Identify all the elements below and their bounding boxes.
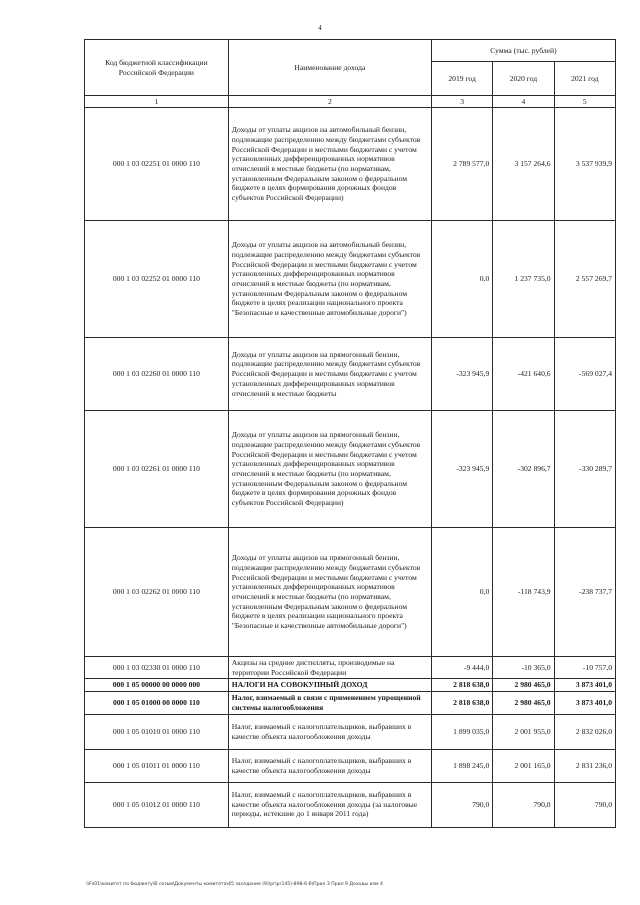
table-row [85, 749, 616, 782]
table-row [85, 528, 616, 657]
table-row [85, 782, 616, 827]
budget-code-cell: 000 1 03 02330 01 0000 110 [85, 657, 229, 679]
table-row [85, 657, 616, 679]
header-sum: Сумма (тыс. рублей) [431, 40, 615, 62]
table-row [85, 108, 616, 221]
header-code: Код бюджетной классификации Российской Федерации [85, 40, 229, 96]
amount-2020-cell: -118 743,9 [493, 528, 554, 657]
amount-2020-cell: -302 896,7 [493, 411, 554, 528]
column-numbers-row [85, 96, 616, 108]
amount-2020-cell: -421 640,6 [493, 338, 554, 411]
col-number: 1 [85, 96, 229, 108]
amount-2019-cell: 790,0 [431, 782, 492, 827]
revenue-name-cell: Доходы от уплаты акцизов на автомобильный бензин, подлежащие распределению между бюджетами субъектов Российской Федерации и местными бюджетами с учетом установленных дифференцированных нормативов отчислений в местные бюджеты (по нормативам, установленным Федеральным законом о федеральном бюджете в целях реализации национального проекта "Безопасные и качественные автомобильные дороги") [228, 221, 431, 338]
amount-2020-cell: 2 001 165,0 [493, 749, 554, 782]
amount-2020-cell: 2 980 465,0 [493, 679, 554, 692]
budget-code-cell: 000 1 05 01011 01 0000 110 [85, 749, 229, 782]
amount-2020-cell: 2 980 465,0 [493, 692, 554, 714]
amount-2020-cell: 790,0 [493, 782, 554, 827]
header-year-2020: 2020 год [493, 62, 554, 96]
amount-2021-cell: -330 289,7 [554, 411, 615, 528]
amount-2021-cell: 3 873 401,0 [554, 692, 615, 714]
amount-2020-cell: 1 237 735,0 [493, 221, 554, 338]
budget-code-cell: 000 1 03 02252 01 0000 110 [85, 221, 229, 338]
col-number: 5 [554, 96, 615, 108]
table-row [85, 714, 616, 749]
amount-2021-cell: 2 557 269,7 [554, 221, 615, 338]
revenue-name-cell: Доходы от уплаты акцизов на автомобильный бензин, подлежащие распределению между бюджетами субъектов Российской Федерации и местными бюджетами с учетом установленных дифференцированных нормативов отчислений в местные бюджеты (по нормативам, установленным Федеральным законом о федеральном бюджете в целях формирования дорожных фондов субъектов Российской Федерации) [228, 108, 431, 221]
revenue-name-cell: Налог, взимаемый с налогоплательщиков, выбравших в качестве объекта налогообложения доходы (за налоговые периоды, истекшие до 1 января 2011 года) [228, 782, 431, 827]
amount-2019-cell: -323 945,9 [431, 411, 492, 528]
amount-2020-cell: 3 157 264,6 [493, 108, 554, 221]
col-number: 4 [493, 96, 554, 108]
amount-2021-cell: 790,0 [554, 782, 615, 827]
budget-code-cell: 000 1 03 02261 01 0000 110 [85, 411, 229, 528]
amount-2021-cell: -569 027,4 [554, 338, 615, 411]
revenue-table [84, 39, 616, 828]
amount-2019-cell: 2 789 577,0 [431, 108, 492, 221]
table-row [85, 411, 616, 528]
amount-2019-cell: 0,0 [431, 221, 492, 338]
revenue-name-cell: Доходы от уплаты акцизов на прямогонный бензин, подлежащие распределению между бюджетами субъектов Российской Федерации и местными бюджетами с учетом установленных дифференцированных нормативов отчислений в местные бюджеты (по нормативам, установленным Федеральным законом о федеральном бюджете в целях реализации национального проекта "Безопасные и качественные автомобильные дороги") [228, 528, 431, 657]
budget-code-cell: 000 1 03 02260 01 0000 110 [85, 338, 229, 411]
header-name: Наименование дохода [228, 40, 431, 96]
amount-2021-cell: 2 832 026,0 [554, 714, 615, 749]
amount-2019-cell: 2 818 638,0 [431, 692, 492, 714]
header-year-2021: 2021 год [554, 62, 615, 96]
amount-2019-cell: 1 898 245,0 [431, 749, 492, 782]
amount-2021-cell: 3 537 939,9 [554, 108, 615, 221]
amount-2021-cell: 3 873 401,0 [554, 679, 615, 692]
revenue-name-cell: НАЛОГИ НА СОВОКУПНЫЙ ДОХОД [228, 679, 431, 692]
table-row [85, 221, 616, 338]
budget-code-cell: 000 1 03 02251 01 0000 110 [85, 108, 229, 221]
revenue-name-cell: Доходы от уплаты акцизов на прямогонный бензин, подлежащие распределению между бюджетами субъектов Российской Федерации и местными бюджетами с учетом установленных дифференцированных нормативов отчислений в местные бюджеты [228, 338, 431, 411]
amount-2021-cell: -238 737,7 [554, 528, 615, 657]
col-number: 3 [431, 96, 492, 108]
budget-code-cell: 000 1 05 01000 00 0000 110 [85, 692, 229, 714]
amount-2019-cell: 0,0 [431, 528, 492, 657]
amount-2019-cell: 1 899 035,0 [431, 714, 492, 749]
revenue-name-cell: Налог, взимаемый с налогоплательщиков, выбравших в качестве объекта налогообложения доходы [228, 714, 431, 749]
table-row [85, 692, 616, 714]
amount-2019-cell: -9 444,0 [431, 657, 492, 679]
col-number: 2 [228, 96, 431, 108]
revenue-name-cell: Доходы от уплаты акцизов на прямогонный бензин, подлежащие распределению между бюджетами субъектов Российской Федерации и местными бюджетами с учетом установленных дифференцированных нормативов отчислений в местные бюджеты (по нормативам, установленным Федеральным законом о федеральном бюджете в целях формирования дорожных фондов субъектов Российской Федерации) [228, 411, 431, 528]
budget-code-cell: 000 1 03 02262 01 0000 110 [85, 528, 229, 657]
page-number: 4 [318, 24, 322, 32]
budget-code-cell: 000 1 05 01010 01 0000 110 [85, 714, 229, 749]
amount-2020-cell: 2 001 955,0 [493, 714, 554, 749]
table-row [85, 338, 616, 411]
revenue-name-cell: Налог, взимаемый с налогоплательщиков, выбравших в качестве объекта налогообложения доходы [228, 749, 431, 782]
header-year-2019: 2019 год [431, 62, 492, 96]
amount-2019-cell: 2 818 638,0 [431, 679, 492, 692]
amount-2019-cell: -323 945,9 [431, 338, 492, 411]
amount-2021-cell: -10 757,0 [554, 657, 615, 679]
revenue-name-cell: Налог, взимаемый в связи с применением упрощенной системы налогообложения [228, 692, 431, 714]
revenue-name-cell: Акцизы на средние дистилляты, производимые на территории Российской Федерации [228, 657, 431, 679]
amount-2020-cell: -10 365,0 [493, 657, 554, 679]
file-path-footer: \\Fs01\комитет по бюджету\В созыв\Документы комитета\45 заседание (9)\pr\pr145)-898-6-6\Прил 3 Прил 9 Доходы изм 4 [86, 882, 383, 887]
budget-code-cell: 000 1 05 01012 01 0000 110 [85, 782, 229, 827]
table-row [85, 679, 616, 692]
budget-code-cell: 000 1 05 00000 00 0000 000 [85, 679, 229, 692]
amount-2021-cell: 2 831 236,0 [554, 749, 615, 782]
